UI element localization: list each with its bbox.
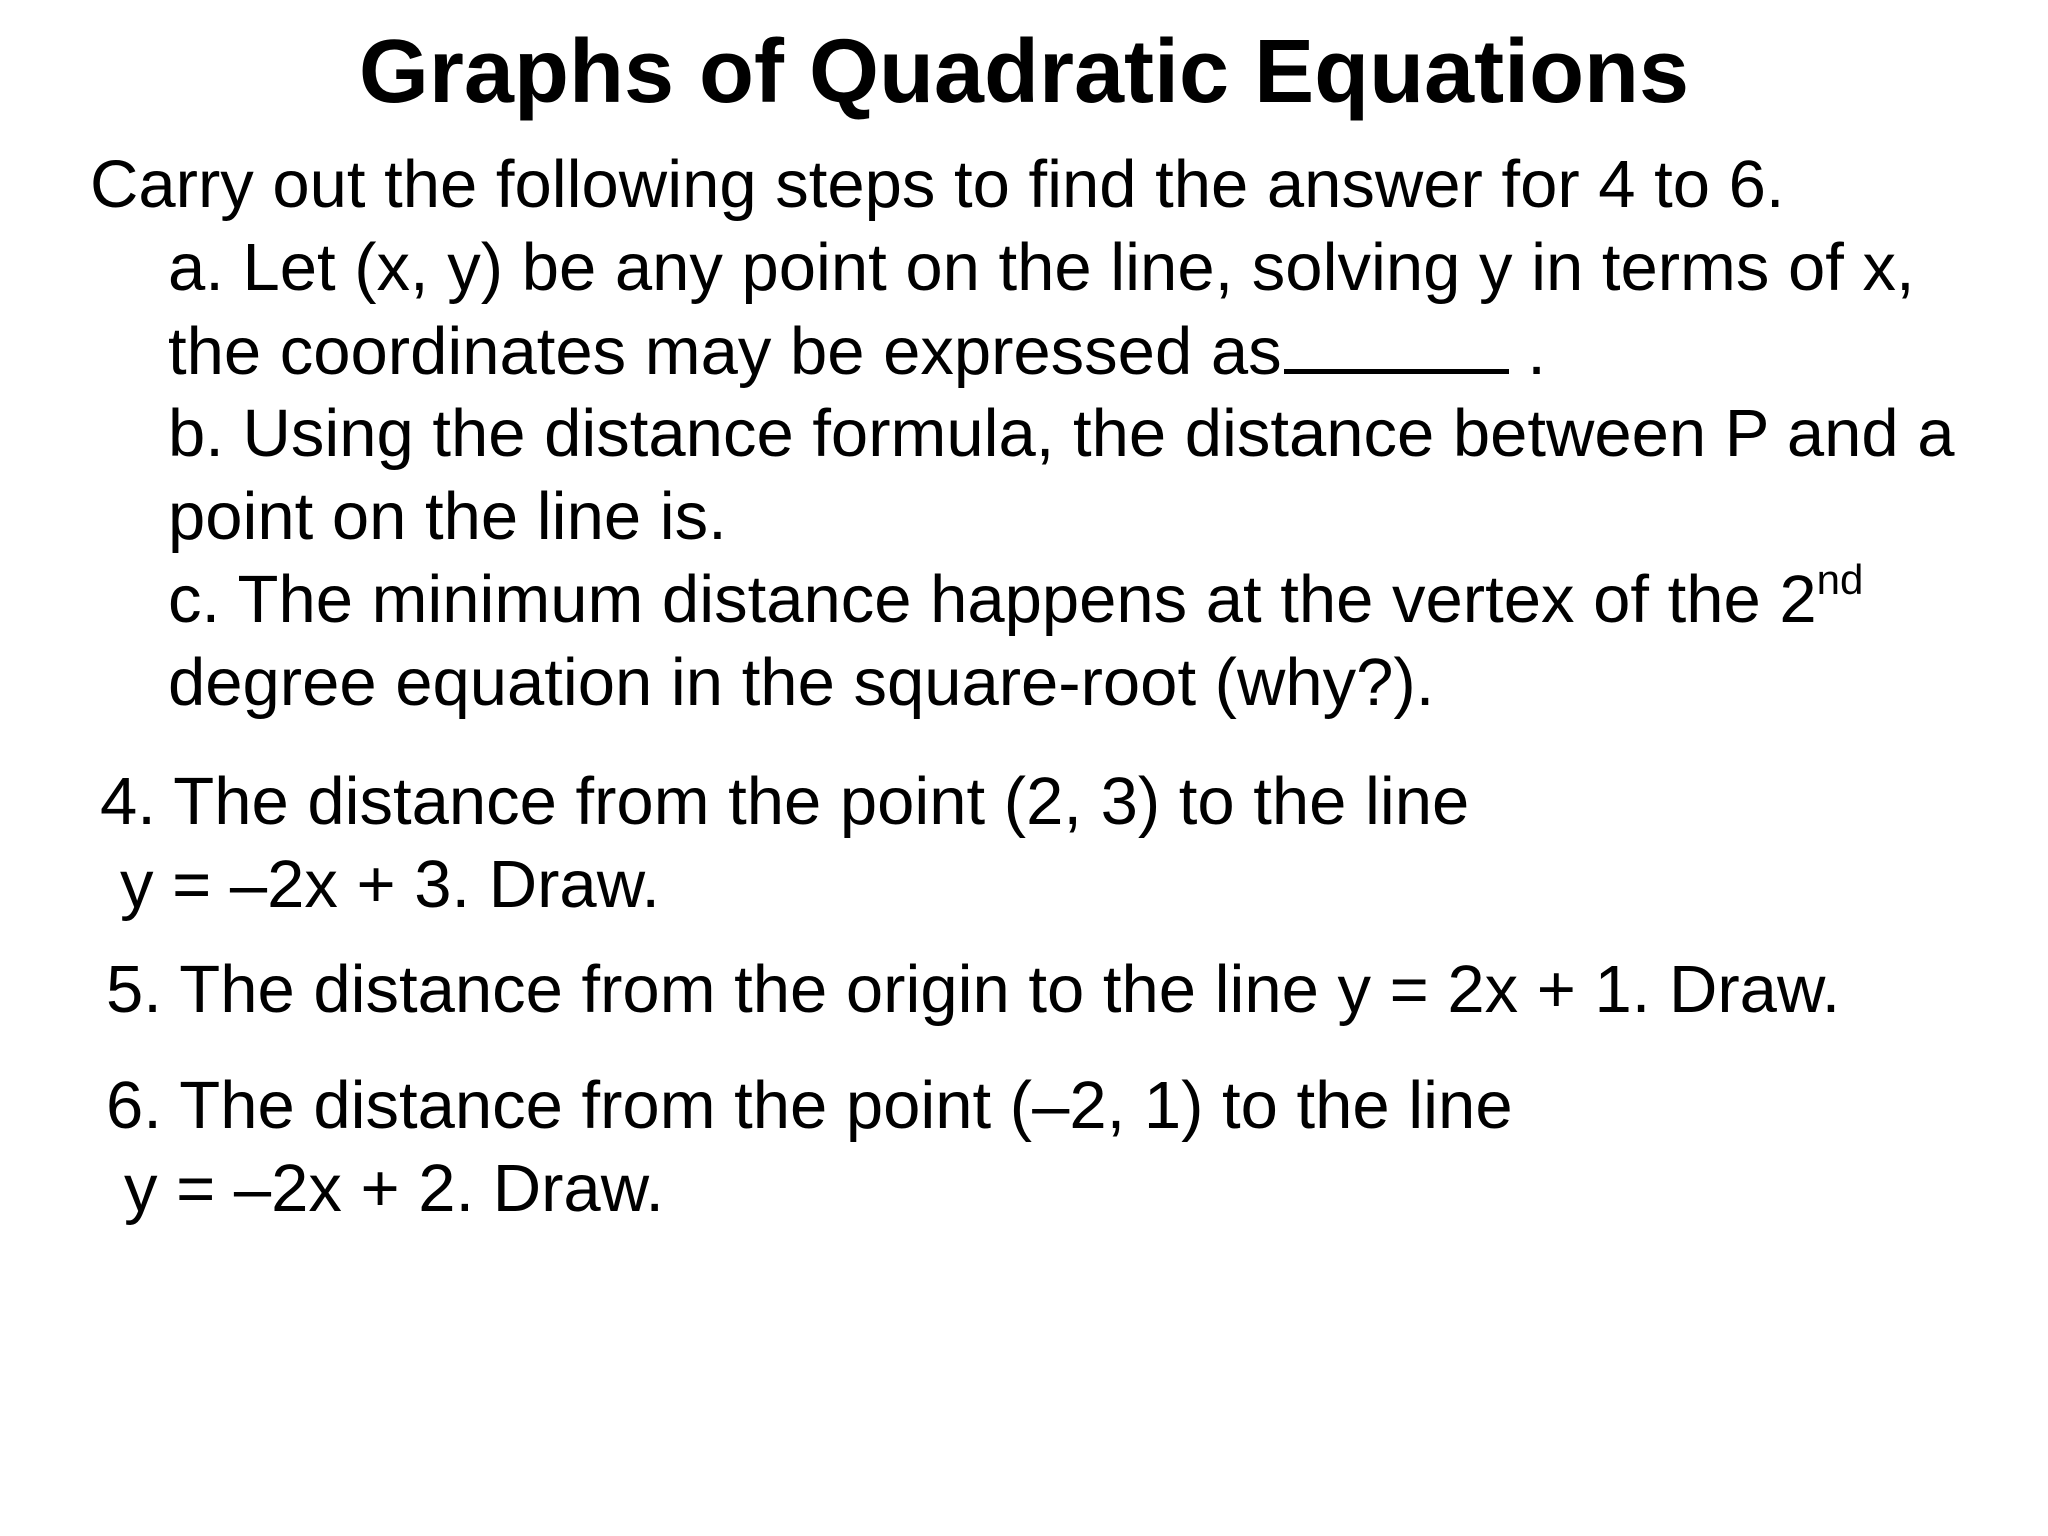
problem-6-line-2: y = –2x + 2. Draw. — [124, 1151, 664, 1226]
step-a-line-2 — [168, 311, 1546, 392]
step-a-line-2-text: the coordinates may be expressed as — [168, 314, 1282, 389]
answer-blank — [1284, 311, 1509, 374]
problem-6-line-1: 6. The distance from the point (–2, 1) to the line — [106, 1068, 1513, 1143]
slide-title: Graphs of Quadratic Equations — [358, 22, 1690, 122]
step-c-line-2: degree equation in the square-root (why?). — [168, 645, 1435, 720]
step-b-line-1: b. Using the distance formula, the distance between P and a — [168, 396, 1955, 471]
instructions-intro: Carry out the following steps to find the answer for 4 to 6. — [90, 147, 1785, 222]
problem-4-line-2: y = –2x + 3. Draw. — [120, 847, 660, 922]
step-a-line-2-end: . — [1508, 314, 1546, 389]
problem-4-line-1: 4. The distance from the point (2, 3) to the line — [100, 764, 1470, 839]
step-c-line-1-text: c. The minimum distance happens at the vertex of the 2 — [168, 562, 1817, 637]
ordinal-superscript: nd — [1816, 556, 1864, 603]
problem-5-line-1: 5. The distance from the origin to the line y = 2x + 1. Draw. — [106, 952, 1841, 1027]
step-a-line-1: a. Let (x, y) be any point on the line, solving y in terms of x, — [168, 230, 1915, 305]
step-b-line-2: point on the line is. — [168, 479, 727, 554]
step-c-line-1 — [168, 556, 1864, 640]
